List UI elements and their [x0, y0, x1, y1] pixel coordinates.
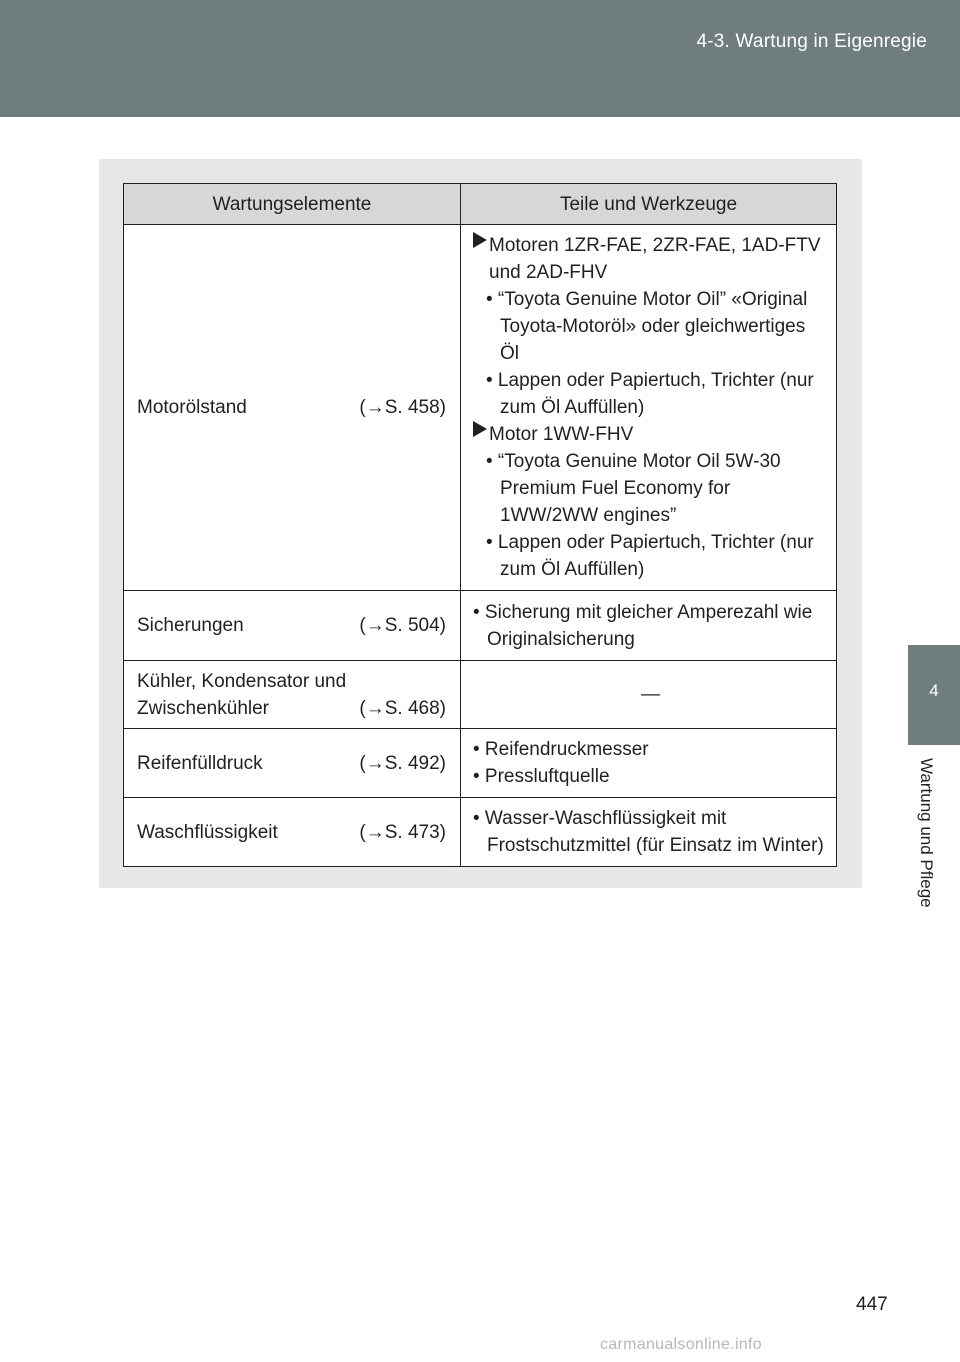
section-title: 4-3. Wartung in Eigenregie [696, 31, 927, 52]
column-header-parts: Teile und Werkzeuge [461, 184, 837, 225]
maintenance-table [123, 183, 837, 867]
row-item-cell [124, 798, 461, 867]
row-parts-cell [461, 225, 837, 591]
chapter-number: 4 [929, 681, 939, 700]
row-item-cell [124, 661, 461, 729]
table-row [124, 661, 837, 729]
row-item-cell [124, 591, 461, 661]
list-item: • Pressluftquelle [473, 766, 610, 787]
column-header-items: Wartungselemente [124, 184, 461, 225]
item-name: Sicherungen [137, 615, 244, 636]
list-item: • Sicherung mit gleicher Amperezahl wie Originalsicherung [473, 601, 813, 650]
list-item: • Lappen oder Papiertuch, Trichter (nur zum Öl Auffüllen) [486, 532, 814, 580]
engine-group-title: Motoren 1ZR-FAE, 2ZR-FAE, 1AD-FTV und 2AD-FHV [489, 235, 821, 283]
row-parts-cell [461, 798, 837, 867]
chapter-label: Wartung und Pflege [917, 758, 936, 908]
table-row [124, 591, 837, 661]
table-row [124, 225, 837, 591]
page-reference: (→S. 473) [359, 821, 446, 843]
item-name: Waschflüssigkeit [137, 821, 278, 843]
table-row [124, 798, 837, 867]
empty-value-dash: — [641, 684, 660, 705]
page-reference: (→S. 504) [359, 615, 446, 636]
row-parts-cell [461, 729, 837, 798]
triangle-marker-icon [473, 421, 487, 437]
chapter-tab [908, 645, 960, 745]
row-parts-cell [461, 661, 837, 729]
list-item: • “Toyota Genuine Motor Oil” «Original Toyota-Motoröl» oder gleichwertiges Öl [486, 289, 808, 364]
row-item-cell [124, 225, 461, 591]
engine-group-title: Motor 1WW-FHV [489, 424, 634, 445]
triangle-marker-icon [473, 232, 487, 248]
page-header [0, 0, 960, 117]
chapter-label-wrap [914, 758, 938, 948]
page-number: 447 [856, 1294, 888, 1315]
table-row [124, 729, 837, 798]
page-reference: (→S. 458) [359, 397, 446, 418]
table-header-row [124, 184, 837, 225]
watermark-link[interactable]: carmanualsonline.info [600, 1336, 762, 1353]
list-item: • “Toyota Genuine Motor Oil 5W-30 Premium Fuel Economy for 1WW/2WW engines” [486, 451, 781, 526]
list-item: • Lappen oder Papiertuch, Trichter (nur zum Öl Auffüllen) [486, 370, 814, 418]
item-name-continued: Zwischenkühler [137, 697, 269, 719]
list-item: • Wasser-Waschflüssigkeit mit Frostschutzmittel (für Einsatz im Winter) [473, 808, 824, 856]
row-parts-cell [461, 591, 837, 661]
item-name: Kühler, Kondensator und [137, 670, 347, 692]
list-item: • Reifendruckmesser [473, 739, 649, 760]
page-reference: (→S. 492) [359, 752, 446, 774]
page-reference: (→S. 468) [359, 697, 446, 719]
item-name: Motorölstand [137, 397, 247, 418]
item-name: Reifenfülldruck [137, 752, 263, 774]
row-item-cell [124, 729, 461, 798]
